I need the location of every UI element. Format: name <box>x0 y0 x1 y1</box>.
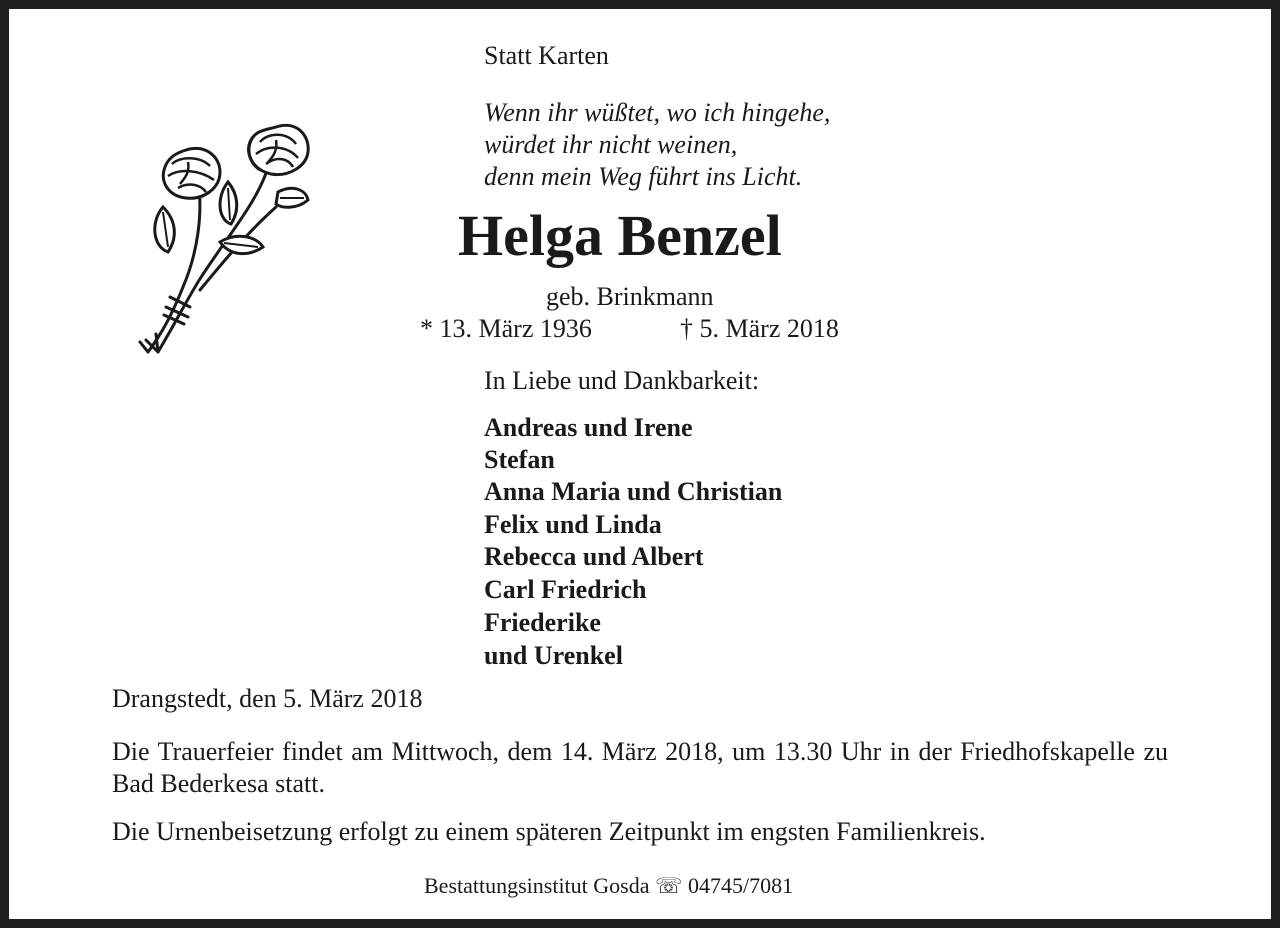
mourner-name: Andreas und Irene <box>484 413 693 442</box>
phone-number: 04745/7081 <box>688 873 794 898</box>
ceremony-text: Die Trauerfeier findet am Mittwoch, dem 14. März 2018, um 13.30 Uhr in der Friedhofskapelle zu Bad Bederkesa statt. <box>112 737 1168 798</box>
mourner-name: Felix und Linda <box>484 510 662 539</box>
deceased-name: Helga Benzel <box>458 203 782 268</box>
poem-line-2: würdet ihr nicht weinen, <box>484 130 738 159</box>
mourner-name: Friederike <box>484 608 601 637</box>
death-date: † 5. März 2018 <box>680 314 839 343</box>
mourner-name: Anna Maria und Christian <box>484 477 783 506</box>
mourner-name: Rebecca und Albert <box>484 542 704 571</box>
funeral-home-line <box>424 872 793 900</box>
mourner-name: Stefan <box>484 445 555 474</box>
phone-icon: ☏ <box>655 873 683 898</box>
header-text: Statt Karten <box>484 41 609 70</box>
interment-text: Die Urnenbeisetzung erfolgt zu einem späteren Zeitpunkt im engsten Familienkreis. <box>112 817 986 846</box>
mourner-name: und Urenkel <box>484 641 623 670</box>
birth-date: * 13. März 1936 <box>420 314 592 343</box>
birth-name: geb. Brinkmann <box>546 282 714 311</box>
place-date: Drangstedt, den 5. März 2018 <box>112 684 423 713</box>
dedication-text: In Liebe und Dankbarkeit: <box>484 366 760 395</box>
roses-icon <box>128 112 318 362</box>
mourner-name: Carl Friedrich <box>484 575 647 604</box>
funeral-home-name: Bestattungsinstitut Gosda <box>424 873 650 898</box>
poem-line-1: Wenn ihr wüßtet, wo ich hingehe, <box>484 98 831 127</box>
poem-line-3: denn mein Weg führt ins Licht. <box>484 162 803 191</box>
